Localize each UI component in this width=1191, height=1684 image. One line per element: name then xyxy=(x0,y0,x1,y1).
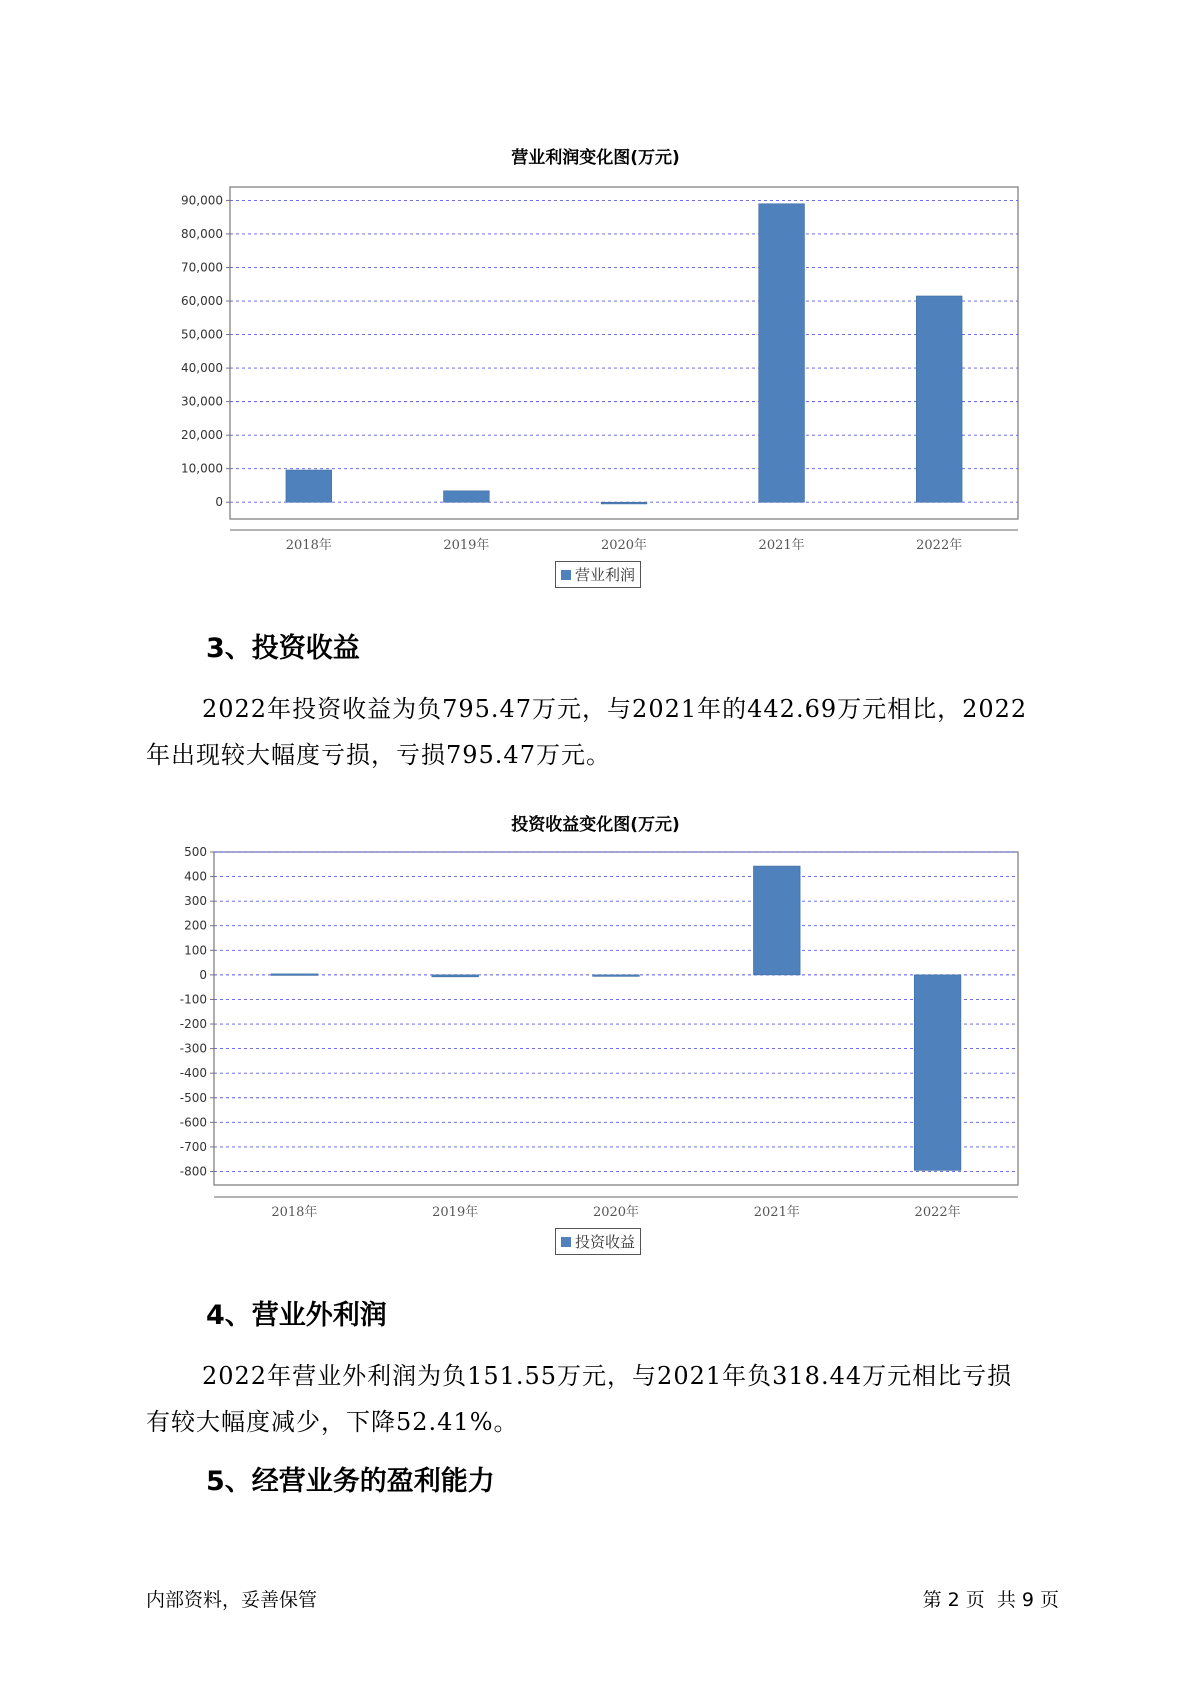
x-tick-label: 2019年 xyxy=(432,1205,479,1220)
x-tick-label: 2021年 xyxy=(753,1205,800,1220)
y-tick-label: 40,000 xyxy=(181,361,223,376)
paragraph-line: 年出现较大幅度亏损，亏损795.47万元。 xyxy=(146,741,611,769)
y-tick-label: 500 xyxy=(184,845,207,859)
x-tick-label: 2020年 xyxy=(600,538,648,553)
y-tick-label: 60,000 xyxy=(181,294,223,309)
x-tick-label: 2022年 xyxy=(916,538,963,553)
y-tick-label: 80,000 xyxy=(181,226,223,241)
bar xyxy=(753,866,800,975)
y-tick-label: 10,000 xyxy=(181,461,223,476)
section-heading-investment-income: 3、投资收益 xyxy=(206,633,360,664)
legend-label: 营业利润 xyxy=(575,566,636,584)
footer-confidential-note: 内部资料，妥善保管 xyxy=(146,1589,318,1611)
legend-swatch xyxy=(561,1237,571,1247)
x-tick-label: 2018年 xyxy=(271,1205,318,1220)
paragraph-line: 2022年投资收益为负795.47万元，与2021年的442.69万元相比，2022 xyxy=(202,695,1028,723)
y-tick-label: -700 xyxy=(179,1139,207,1154)
y-tick-label: 100 xyxy=(184,943,207,958)
y-tick-label: 50,000 xyxy=(181,327,223,342)
legend-label: 投资收益 xyxy=(575,1233,636,1251)
paragraph-line: 2022年营业外利润为负151.55万元，与2021年负318.44万元相比亏损 xyxy=(202,1362,1013,1390)
bar xyxy=(914,975,961,1170)
y-tick-label: 0 xyxy=(215,495,223,510)
footer-page-number: 第 2 页 共 9 页 xyxy=(922,1589,1059,1611)
paragraph-line: 有较大幅度减少，下降52.41%。 xyxy=(146,1408,519,1436)
bar xyxy=(432,975,479,977)
y-tick-label: 20,000 xyxy=(181,428,223,443)
chart-title-investment-income: 投资收益变化图(万元) xyxy=(511,815,680,835)
y-tick-label: 300 xyxy=(184,894,207,909)
y-tick-label: 0 xyxy=(199,967,207,982)
y-tick-label: 400 xyxy=(184,869,207,884)
section-heading-profitability: 5、经营业务的盈利能力 xyxy=(206,1466,495,1497)
y-tick-label: 200 xyxy=(184,918,207,933)
y-tick-label: -100 xyxy=(179,992,207,1007)
x-tick-label: 2021年 xyxy=(758,538,805,553)
y-tick-label: -800 xyxy=(179,1164,207,1179)
y-tick-label: -500 xyxy=(179,1090,207,1105)
y-tick-label: 90,000 xyxy=(181,193,223,208)
chart-title-operating-profit: 营业利润变化图(万元) xyxy=(511,148,680,168)
paragraph-non-operating-profit xyxy=(146,1353,1046,1445)
section-heading-non-operating-profit: 4、营业外利润 xyxy=(206,1300,387,1331)
x-tick-label: 2018年 xyxy=(285,538,332,553)
y-tick-label: 70,000 xyxy=(181,260,223,275)
y-tick-label: -300 xyxy=(179,1041,207,1056)
y-tick-label: -200 xyxy=(179,1017,207,1032)
y-tick-label: -400 xyxy=(179,1066,207,1081)
legend-investment-income xyxy=(555,1228,641,1255)
bar xyxy=(271,974,318,976)
plot-frame xyxy=(214,852,1018,1185)
bar xyxy=(593,975,640,977)
y-tick-label: -600 xyxy=(179,1115,207,1130)
x-tick-label: 2020年 xyxy=(592,1205,640,1220)
x-tick-label: 2022年 xyxy=(914,1205,961,1220)
x-tick-label: 2019年 xyxy=(443,538,490,553)
y-tick-label: 30,000 xyxy=(181,394,223,409)
